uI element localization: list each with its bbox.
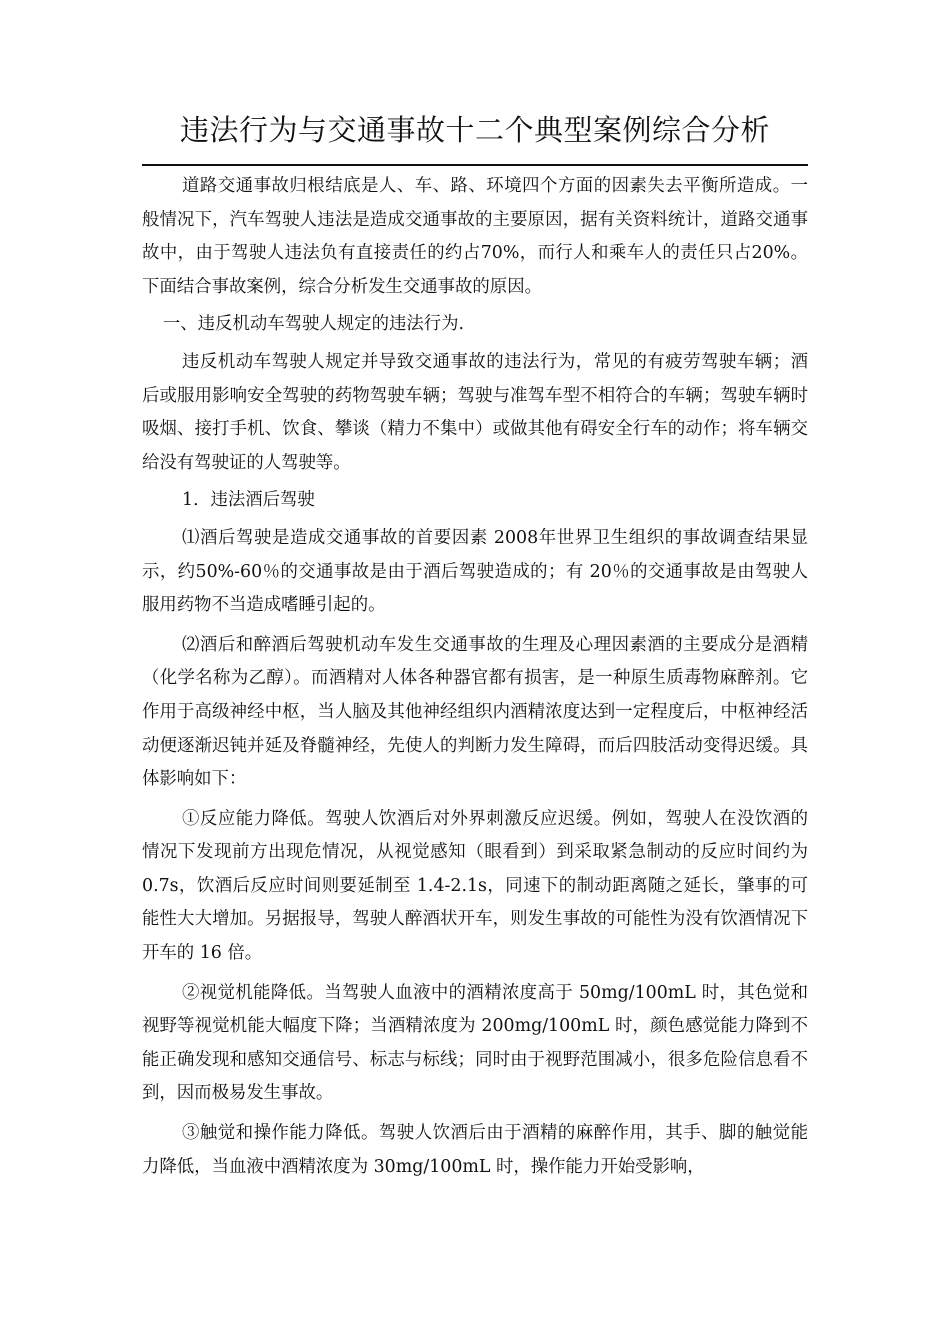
document-title: 违法行为与交通事故十二个典型案例综合分析 — [179, 113, 770, 147]
paragraph-touch: ③触觉和操作能力降低。驾驶人饮酒后由于酒精的麻醉作用，其手、脚的触觉能力降低，当血液中酒精浓度为 30mg/100mL 时，操作能力开始受影响， — [142, 1123, 808, 1177]
paragraph-vision: ②视觉机能降低。当驾驶人血液中的酒精浓度高于 50mg/100mL 时，其色觉和视野等视觉机能大幅度下降；当酒精浓度为 200mg/100mL 时，颜色感觉能力降到不能正确发现和感知交通信号、标志与标线；同时由于视野范围减小，很多危险信息看不到，因而极易发生事故。 — [142, 982, 808, 1104]
subheading-drunk-driving: 1．违法酒后驾驶 — [182, 490, 315, 511]
title-underline — [142, 164, 808, 166]
document-body — [142, 170, 808, 1184]
paragraph-item-2: ⑵酒后和醉酒后驾驶机动车发生交通事故的生理及心理因素酒的主要成分是酒精（化学名称为乙醇）。而酒精对人体各种器官都有损害，是一种原生质毒物麻醉剂。它作用于高级神经中枢，当人脑及其他神经组织内酒精浓度达到一定程度后，中枢神经活动便逐渐迟钝并延及脊髓神经，先使人的判断力发生障碍，而后四肢活动变得迟缓。具体影响如下： — [142, 634, 808, 790]
paragraph-item-1: ⑴酒后驾驶是造成交通事故的首要因素 2008年世界卫生组织的事故调查结果显示，约50%-60％的交通事故是由于酒后驾驶造成的；有 20％的交通事故是由驾驶人服用药物不当造成嗜睡引起的。 — [142, 527, 808, 616]
paragraph-reaction: ①反应能力降低。驾驶人饮酒后对外界刺激反应迟缓。例如，驾驶人在没饮酒的情况下发现前方出现危情况，从视觉感知（眼看到）到采取紧急制动的反应时间约为 0.7s，饮酒后反应时间则要延制至 1.4-2.1s，同速下的制动距离随之延长，肇事的可能性大大增加。另据报导，驾驶人醉酒状开车，则发生事故的可能性为没有饮酒情况下开车的 16 倍。 — [142, 808, 808, 964]
section-heading-1: 一、违反机动车驾驶人规定的违法行为. — [162, 314, 465, 335]
paragraph-violations: 违反机动车驾驶人规定并导致交通事故的违法行为，常见的有疲劳驾驶车辆；酒后或服用影响安全驾驶的药物驾驶车辆；驾驶与准驾车型不相符合的车辆；驾驶车辆时吸烟、接打手机、饮食、攀谈（精力不集中）或做其他有碍安全行车的动作；将车辆交给没有驾驶证的人驾驶等。 — [142, 351, 808, 473]
paragraph-intro: 道路交通事故归根结底是人、车、路、环境四个方面的因素失去平衡所造成。一般情况下，汽车驾驶人违法是造成交通事故的主要原因，据有关资料统计，道路交通事故中，由于驾驶人违法负有直接责任的约占70%，而行人和乘车人的责任只占20%。下面结合事故案例，综合分析发生交通事故的原因。 — [142, 176, 808, 297]
